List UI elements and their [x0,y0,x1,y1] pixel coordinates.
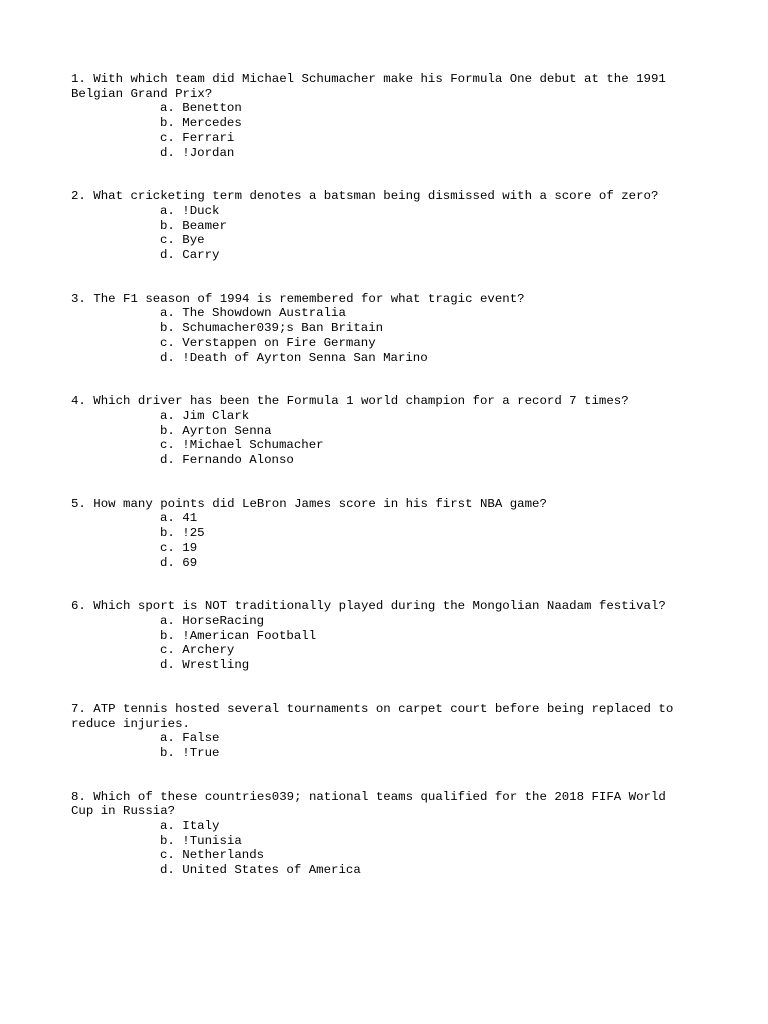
answer-option: d. Fernando Alonso [160,453,294,468]
question-text: 5. How many points did LeBron James score in his first NBA game? [71,496,547,511]
answer-option: c. Archery [160,643,235,658]
answer-option: a. The Showdown Australia [160,306,346,321]
answer-option: a. Italy [160,819,220,834]
answer-option: b. Ayrton Senna [160,423,272,438]
question-text: 2. What cricketing term denotes a batsman being dismissed with a score of zero? [71,189,659,204]
question-7 [71,702,691,761]
answer-option: b. Mercedes [160,116,242,131]
answer-options [71,819,691,878]
answer-options [71,511,691,570]
answer-options [71,204,691,263]
answer-option: c. Bye [160,233,205,248]
answer-option: a. HorseRacing [160,613,265,628]
answer-option: a. 41 [160,511,198,526]
question-4 [71,394,691,468]
quiz-document [71,72,691,878]
answer-option: b. Schumacher039;s Ban Britain [160,321,384,336]
answer-options [71,614,691,673]
answer-option: c. Netherlands [160,848,265,863]
answer-options [71,101,691,160]
answer-options [71,731,691,760]
answer-option: c. Ferrari [160,130,235,145]
question-1 [71,72,691,160]
question-3 [71,292,691,366]
answer-option: c. Verstappen on Fire Germany [160,335,376,350]
question-text: 4. Which driver has been the Formula 1 world champion for a record 7 times? [71,394,629,409]
question-2 [71,189,691,263]
answer-options [71,306,691,365]
answer-option: d. 69 [160,555,198,570]
answer-option: d. !Jordan [160,145,235,160]
answer-option: d. Wrestling [160,658,250,673]
answer-option: a. Jim Clark [160,408,250,423]
question-8 [71,790,691,878]
answer-option: a. !Duck [160,203,220,218]
answer-option: b. Beamer [160,218,227,233]
answer-option: a. Benetton [160,101,242,116]
question-6 [71,599,691,673]
answer-option: d. Carry [160,248,220,263]
answer-options [71,409,691,468]
question-text: 3. The F1 season of 1994 is remembered for what tragic event? [71,291,525,306]
answer-option: c. 19 [160,540,198,555]
answer-option: a. False [160,731,220,746]
answer-option: d. United States of America [160,863,361,878]
question-5 [71,497,691,571]
answer-option: b. !Tunisia [160,833,242,848]
question-text: 6. Which sport is NOT traditionally played during the Mongolian Naadam festival? [71,599,666,614]
answer-option: c. !Michael Schumacher [160,438,324,453]
question-text: 8. Which of these countries039; national teams qualified for the 2018 FIFA World Cup in Russia? [71,789,666,819]
answer-option: b. !True [160,745,220,760]
question-text: 1. With which team did Michael Schumacher make his Formula One debut at the 1991 Belgian Grand Prix? [71,72,666,101]
answer-option: d. !Death of Ayrton Senna San Marino [160,350,428,365]
answer-option: b. !American Football [160,628,317,643]
question-text: 7. ATP tennis hosted several tournaments on carpet court before being replaced to reduce injuries. [71,701,674,731]
answer-option: b. !25 [160,526,205,541]
